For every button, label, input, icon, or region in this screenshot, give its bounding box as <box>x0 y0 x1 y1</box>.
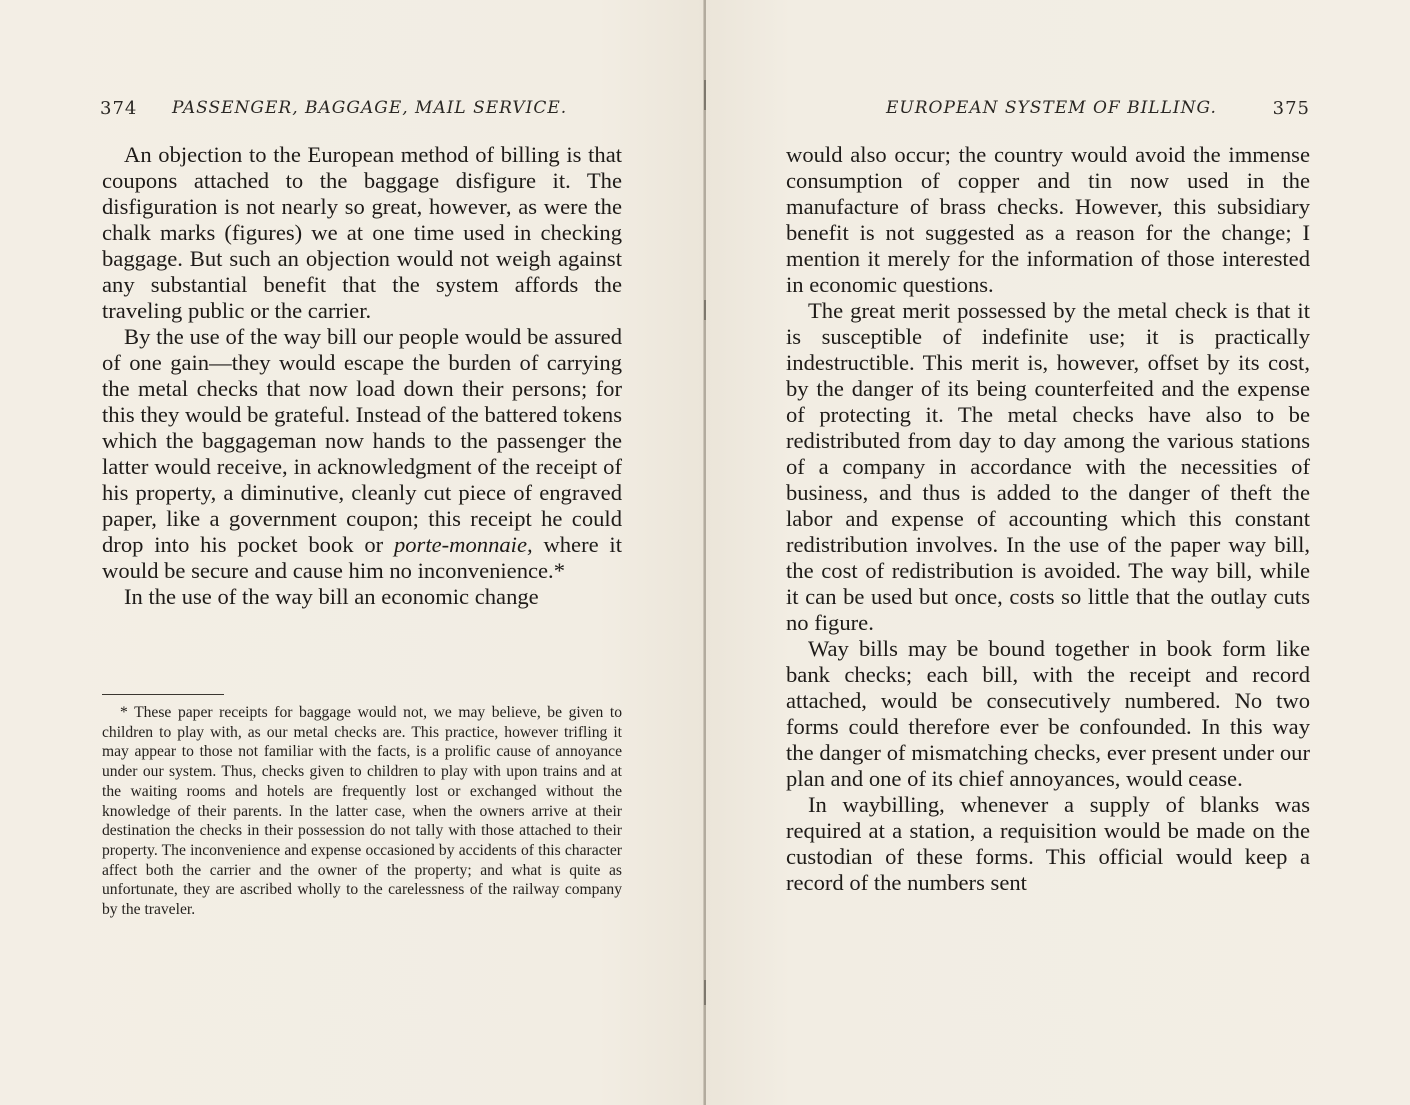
left-paragraph-2 <box>102 324 622 584</box>
italic-phrase: porte-monnaie, <box>393 532 533 557</box>
left-page-number: 374 <box>100 98 138 119</box>
right-running-title: EUROPEAN SYSTEM OF BILLING. <box>886 98 1217 118</box>
footnote-rule <box>102 694 224 695</box>
footnote-text: * These paper receipts for baggage would not, we may believe, be given to children to play with, as our metal checks are. This practice, however trifling it may appear to those not familiar with the facts, is a prolific cause of annoyance under our system. Thus, checks given to children to play with upon trains and at the waiting rooms and hotels are frequently lost or exchanged without the knowledge of their parents. In the latter case, when the owners arrive at their destination the checks in their possession do not tally with those attached to their property. The inconvenience and expense occasioned by accidents of this character affect both the carrier and the owner of the property; and what is quite as unfortunate, they are ascribed wholly to the carelessness of the railway company by the traveler. <box>102 704 622 919</box>
right-page <box>706 0 1410 1105</box>
right-page-number: 375 <box>1272 98 1310 119</box>
left-body-text <box>102 142 622 610</box>
right-body-text <box>786 142 1310 896</box>
left-paragraph-1: An objection to the European method of billing is that coupons attached to the baggage disfigure it. The disfiguration is not nearly so great, however, as were the chalk marks (figures) we at one time used in checking baggage. But such an objection would not weigh against any substantial benefit that the system affords the traveling public or the carrier. <box>102 142 622 323</box>
left-page <box>0 0 704 1105</box>
left-running-title: PASSENGER, BAGGAGE, MAIL SERVICE. <box>172 98 568 118</box>
right-paragraph-2: The great merit possessed by the metal check is that it is susceptible of indefinite use; it is practically indestructible. This merit is, however, offset by its cost, by the danger of its being counterfeited and the expense of protecting it. The metal checks have also to be redistributed from day to day among the various stations of a company in accordance with the necessities of business, and thus is added to the danger of theft the labor and expense of accounting which this constant redistribution involves. In the use of the paper way bill, the cost of redistribution is avoided. The way bill, while it can be used but once, costs so little that the outlay cuts no figure. <box>786 298 1310 635</box>
right-paragraph-4: In waybilling, whenever a supply of blanks was required at a station, a requisition would be made on the custodian of these forms. This official would keep a record of the numbers sent <box>786 792 1310 895</box>
left-paragraph-2-main: By the use of the way bill our people would be assured of one gain—they would escape the burden of carrying the metal checks that now load down their persons; for this they would be grateful. Instead of the battered tokens which the baggageman now hands to the passenger the latter would receive, in acknowledgment of the receipt of his property, a diminutive, cleanly cut piece of engraved paper, like a government coupon; this receipt he could drop into his pocket book or <box>102 324 622 557</box>
right-paragraph-3: Way bills may be bound together in book form like bank checks; each bill, with the receipt and record attached, would be consecutively numbered. No two forms could therefore ever be confounded. In this way the danger of mismatching checks, ever present under our plan and one of its chief annoyances, would cease. <box>786 636 1310 791</box>
footnote <box>102 703 622 920</box>
left-paragraph-3: In the use of the way bill an economic change <box>124 584 539 609</box>
left-running-head <box>100 98 620 126</box>
right-paragraph-1: would also occur; the country would avoid the immense consumption of copper and tin now used in the manufacture of brass checks. However, this subsidiary benefit is not suggested as a reason for the change; I mention it merely for the information of those interested in economic questions. <box>786 142 1310 297</box>
right-running-head <box>886 98 1310 126</box>
left-paragraph-2-tail: where it would be secure and cause him no inconvenience.* <box>102 532 622 583</box>
